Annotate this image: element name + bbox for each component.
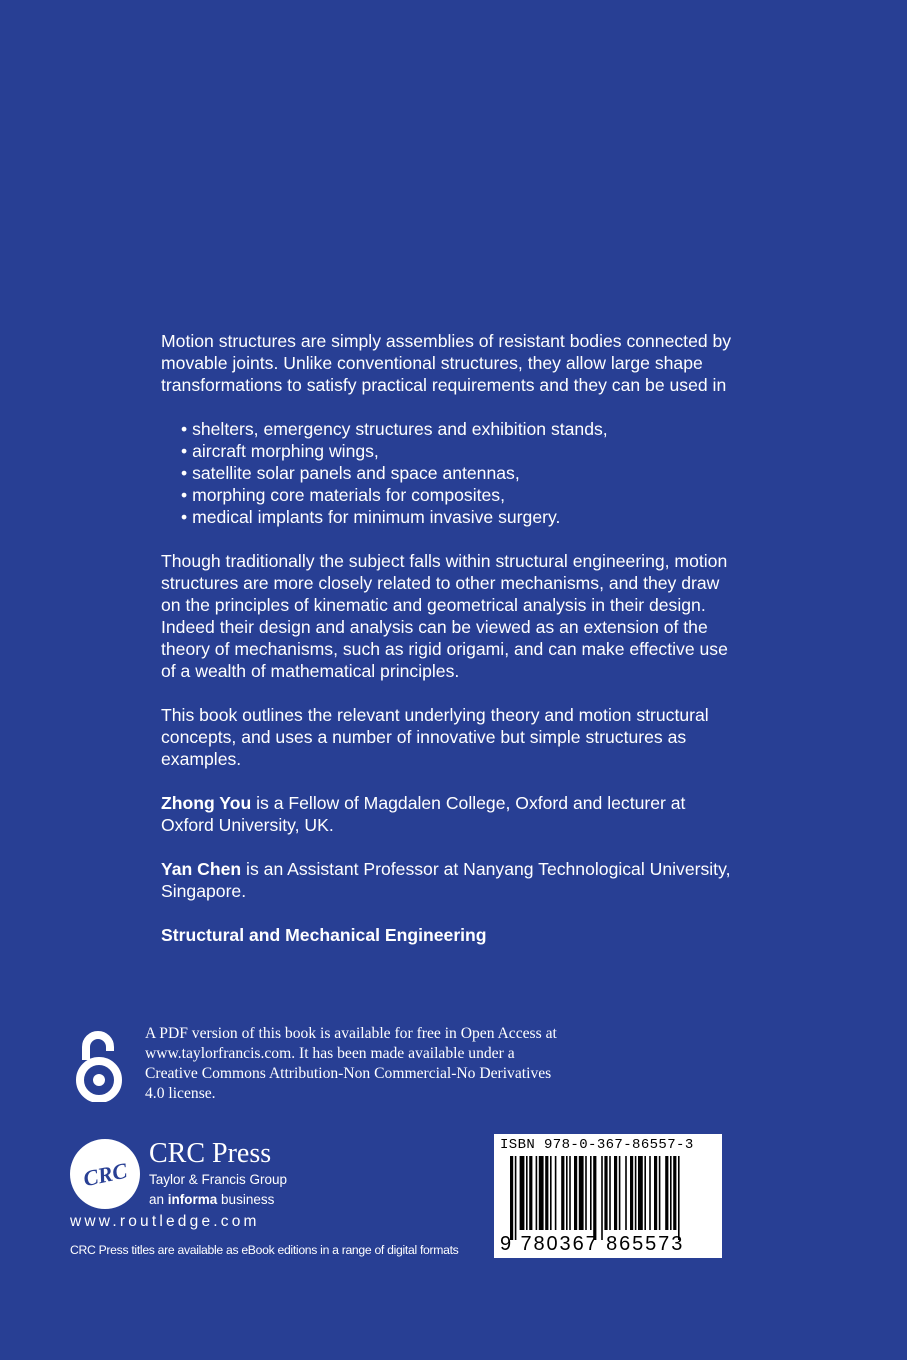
barcode-bar [590, 1156, 592, 1230]
barcode-bar [585, 1156, 587, 1230]
publisher-website: www.routledge.com [70, 1213, 260, 1230]
barcode-bar [614, 1156, 617, 1230]
informa-prefix: an [149, 1192, 168, 1207]
barcode-bar [579, 1156, 584, 1230]
barcode-bar [630, 1156, 633, 1230]
barcode-bars [506, 1156, 712, 1240]
informa-suffix: business [217, 1192, 275, 1207]
list-item: • aircraft morphing wings, [181, 440, 741, 462]
barcode-bar [644, 1156, 646, 1230]
theory-paragraph: Though traditionally the subject falls within structural engineering, motion structures are more closely related to other mechanisms, and they draw on the principles of kinematic and geometrical analysis in their design. Indeed their design and analysis can be viewed as an extension of the theory of mechanisms, such as rigid origami, and can make effective use of a wealth of mathematical principles. [161, 551, 728, 681]
list-item: • shelters, emergency structures and exhibition stands, [181, 418, 741, 440]
intro-paragraph: Motion structures are simply assemblies of resistant bodies connected by movable joints. Unlike conventional structures, they allow large shape transformations to satisfy practical requirements and they can be used in [161, 331, 732, 395]
barcode-bar [539, 1156, 544, 1230]
author-zhong-you [161, 792, 741, 836]
publisher-group: Taylor & Francis Group [149, 1172, 288, 1187]
barcode-bar [619, 1156, 621, 1230]
barcode-bar [673, 1156, 676, 1230]
outline-paragraph: This book outlines the relevant underlying theory and motion structural concepts, and uses a number of innovative but simple structures as examples. [161, 705, 709, 769]
barcode-bar [550, 1156, 552, 1230]
informa-line [149, 1191, 274, 1208]
barcode-bar [659, 1156, 661, 1230]
list-item: • medical implants for minimum invasive surgery. [181, 506, 741, 528]
author-name: Yan Chen [161, 859, 242, 879]
barcode-bar [545, 1156, 548, 1230]
open-access-notice: A PDF version of this book is available for free in Open Access at www.taylorfrancis.com. It has been made available under a Creative Commons Attribution-Non Commercial-No Derivatives 4.0 license. [145, 1025, 557, 1102]
author-bio: is an Assistant Professor at Nanyang Technological University, Singapore. [161, 859, 731, 901]
ebook-note: CRC Press titles are available as eBook editions in a range of digital formats [70, 1243, 459, 1257]
barcode-bar [510, 1156, 513, 1240]
barcode-bar [520, 1156, 525, 1230]
barcode-bar [526, 1156, 528, 1230]
barcode-bar [649, 1156, 651, 1230]
uses-list [161, 418, 741, 528]
open-access-lock-icon [72, 1030, 126, 1102]
barcode-bar [569, 1156, 571, 1230]
barcode-bar [515, 1156, 517, 1240]
barcode-bar [593, 1156, 596, 1240]
subject-label: Structural and Mechanical Engineering [161, 925, 487, 945]
list-item: • satellite solar panels and space antennas, [181, 462, 741, 484]
author-bio: is a Fellow of Magdalen College, Oxford and lecturer at Oxford University, UK. [161, 793, 686, 835]
barcode-bar [654, 1156, 657, 1230]
barcode-bar [609, 1156, 611, 1230]
barcode-bar [670, 1156, 672, 1230]
informa-brand: informa [167, 1192, 218, 1207]
barcode-bar [561, 1156, 564, 1230]
barcode-bar [638, 1156, 643, 1230]
crc-press-logo [69, 1138, 141, 1210]
barcode-bar [555, 1156, 557, 1230]
barcode-bar [574, 1156, 577, 1230]
list-item: • morphing core materials for composites, [181, 484, 741, 506]
crc-logo-text: CRC [80, 1157, 130, 1192]
barcode-bar [536, 1156, 538, 1230]
isbn-label: ISBN 978-0-367-86557-3 [500, 1137, 694, 1153]
publisher-name: CRC Press [149, 1138, 272, 1169]
barcode-bar [678, 1156, 680, 1240]
barcode-bar [529, 1156, 532, 1230]
isbn-number: 9 780367 865573 [500, 1233, 685, 1255]
barcode-bar [625, 1156, 627, 1230]
isbn-barcode [494, 1134, 722, 1258]
author-yan-chen [161, 858, 741, 902]
barcode-bar [635, 1156, 637, 1230]
barcode-bar [601, 1156, 603, 1240]
barcode-bar [665, 1156, 668, 1230]
back-cover-text [161, 330, 741, 946]
barcode-bar [604, 1156, 607, 1230]
author-name: Zhong You [161, 793, 252, 813]
subject-category [161, 924, 741, 946]
barcode-bar [566, 1156, 568, 1230]
